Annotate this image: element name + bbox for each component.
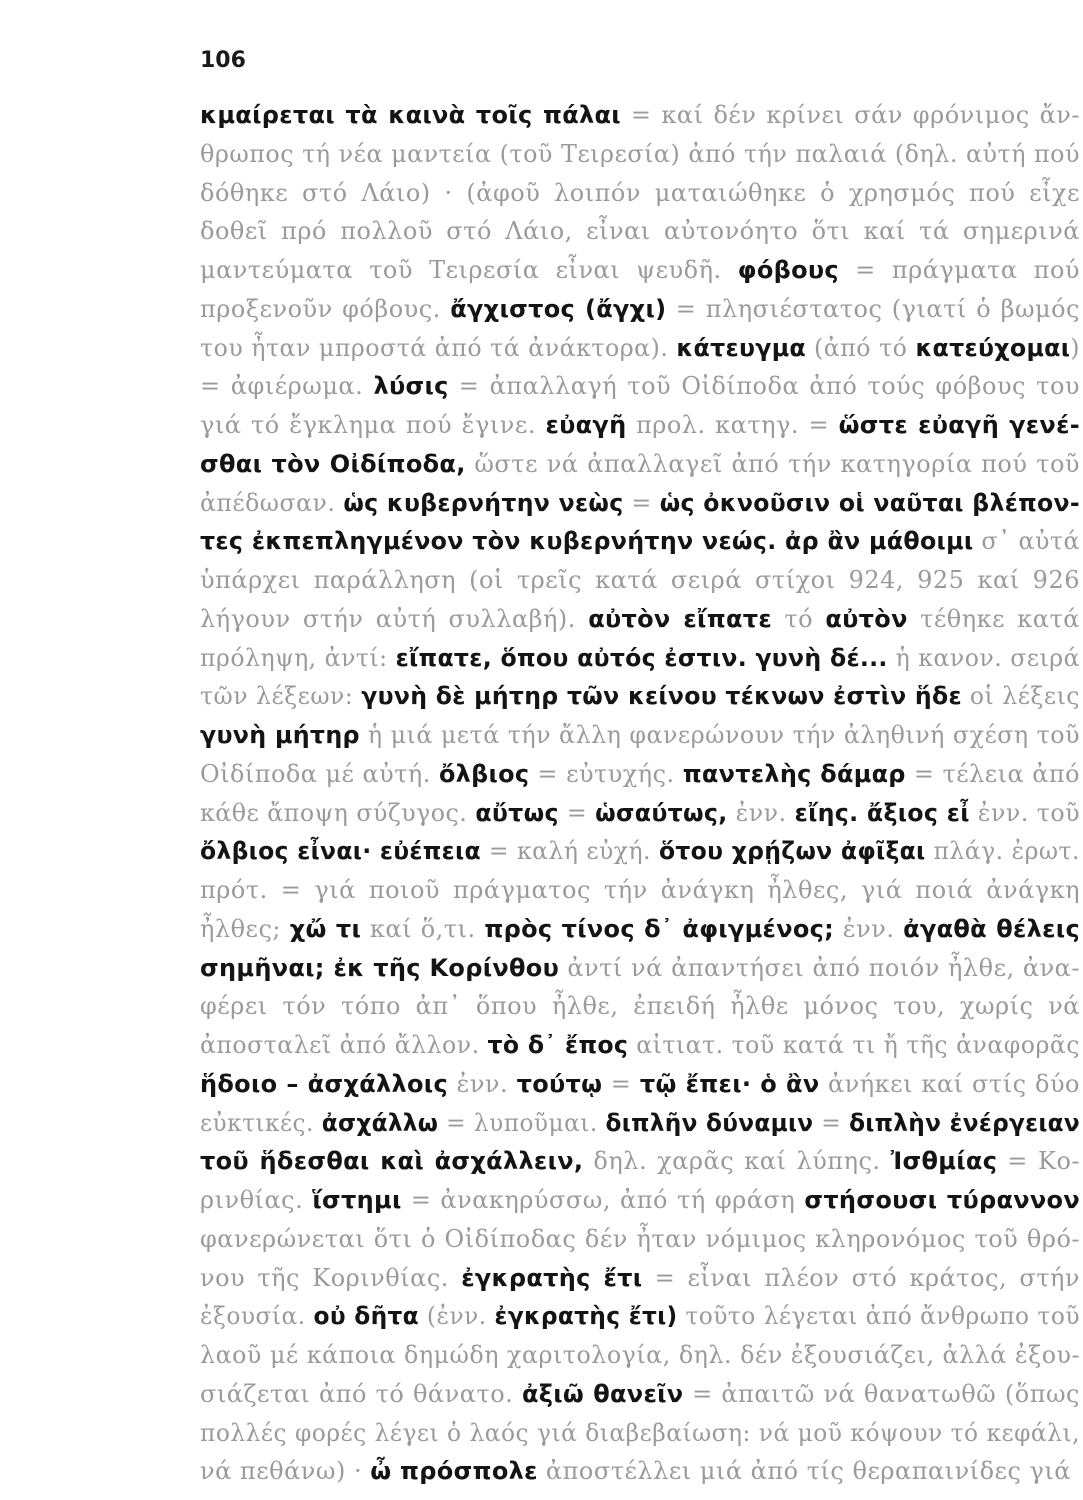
text-line [200,1220,1080,1259]
lemma-term: σθαι τὸν Οἰδίποδα, [200,449,466,478]
page-number: 106 [200,48,246,73]
text-line [200,445,1080,484]
lemma-term: ἀξιῶ θανεῖν [521,1379,684,1408]
text-line [200,135,1080,174]
gloss-text: αἰτιατ. τοῦ κατά τι ἤ τῆς ἀναφορᾶς [628,1031,1080,1059]
lemma-term: ὄλβιος [438,759,530,788]
lemma-term: διπλὴν ἐνέργειαν [849,1108,1080,1137]
lemma-term: τῷ ἔπει· ὁ ἂν [639,1069,820,1098]
lemma-term: αὐτὸν εἴπατε [588,604,773,633]
lemma-term: ὡς κυβερνήτην νεὼς [343,488,624,517]
gloss-text: ἐνν. [727,798,795,827]
gloss-text: σ᾽ αὐτά [973,527,1080,556]
text-line [200,561,1080,600]
gloss-text: = [813,1108,850,1137]
lemma-term: παντελὴς δάμαρ [682,759,906,788]
lemma-term: εἴπατε, ὅπου αὐτός ἐστιν. γυνὴ δέ... [395,643,888,672]
text-line [200,1104,1080,1143]
gloss-text: ἐνν. τοῦ [969,798,1080,827]
lemma-term: στήσουσι τύραννον [804,1186,1080,1214]
gloss-text: = καλή εὐχή. [480,837,659,866]
gloss-text: = καί δέν κρίνει σάν φρόνιμος ἄν- [620,101,1080,129]
text-line [200,1259,1080,1298]
gloss-text: δόθηκε στό Λάιο) · (ἀφοῦ λοιπόν ματαιώθηκε ὁ χρησμός πού εἶχε [200,178,1080,207]
gloss-text: ἀντί νά ἀπαντήσει ἀπό ποιόν ἦλθε, ἀνα- [559,953,1080,982]
gloss-text: = ἀνακηρύσσω, ἀπό τή φράση [401,1186,805,1214]
gloss-text: Οἰδίποδα μέ αὐτή. [200,759,439,788]
gloss-text: ἐξουσία. [200,1302,314,1331]
gloss-text: προλ. κατηγ. = [626,411,839,439]
lemma-term: αὔτως [475,798,559,827]
gloss-text: ὑπάρχει παράλληση (οἱ τρεῖς κατά σειρά στίχοι 924, 925 καί 926 [200,566,1080,594]
lemma-term: κμαίρεται τὰ καινὰ τοῖς πάλαι [200,101,621,129]
text-line [200,290,1080,329]
text-line [200,1181,1080,1220]
text-line [200,1142,1080,1181]
lemma-term: ὄλβιος εἶναι· εὐέπεια [200,837,481,866]
gloss-text: = [623,488,660,517]
gloss-text: ἀνήκει καί στίς δύο [819,1069,1080,1098]
lemma-term: τοῦ ἥδεσθαι καὶ ἀσχάλλειν, [200,1147,584,1176]
lemma-term: τες ἐκπεπληγμένον τὸν κυβερνήτην νεώς. ἀρ ἂν μάθοιμι [200,527,974,556]
text-line [200,329,1080,368]
gloss-text: τέθηκε κατά [907,604,1080,633]
lemma-term: διπλῆν δύναμιν [605,1108,814,1137]
lemma-term: οὐ δῆτα [313,1302,419,1331]
gloss-text: = ἀπαλλαγή τοῦ Οἰδίποδα ἀπό τούς φόβους του [448,372,1080,401]
gloss-text: ἐνν. [447,1069,517,1098]
lemma-term: λύσις [373,372,449,401]
gloss-text: (ἐνν. [418,1302,495,1331]
text-line [200,522,1080,561]
gloss-text: ) [1070,333,1080,362]
gloss-text: = εὐτυχής. [529,759,683,788]
text-line [200,1336,1080,1375]
lemma-term: ἐγκρατὴς ἔτι [461,1263,643,1292]
gloss-text: ἀπέδωσαν. [200,488,344,517]
gloss-text: ἀποστέλλει μιά ἀπό τίς θεραπαινίδες γιά [537,1457,1071,1486]
text-line [200,677,1080,716]
gloss-text: κάθε ἄποψη σύζυγος. [200,798,476,827]
gloss-text: εὐκτικές. [200,1108,322,1137]
lemma-term: χὤ τι [289,914,362,943]
lemma-term: τὸ δ᾽ ἔπος [487,1031,629,1059]
text-line [200,755,1080,794]
gloss-text: = ἀπαιτῶ νά θανατωθῶ (ὅπως [683,1379,1080,1408]
gloss-text: φανερώνεται ὅτι ὁ Οἰδίποδας δέν ἦταν νόμιμος κληρονόμος τοῦ θρό- [200,1224,1080,1253]
gloss-text: γιά τό ἔγκλημα πού ἔγινε. [200,411,546,439]
gloss-text: λαοῦ μέ κάποια δημώδη χαριτολογία, δηλ. δέν ἐξουσιάζει, ἀλλά ἐξου- [200,1341,1080,1369]
gloss-text: προξενοῦν φόβους. [200,294,451,323]
text-line [200,251,1080,290]
text-line [200,367,1080,406]
gloss-text: = τέλεια ἀπό [905,759,1080,788]
gloss-text: καί ὅ,τι. [361,914,485,943]
lemma-term: ἥδοιο – ἀσχάλλοις [200,1069,448,1098]
text-line [200,949,1080,988]
lemma-term: ὡσαύτως, [595,798,728,827]
lemma-term: ἄγχιστος (ἄγχι) [450,294,667,323]
gloss-text: μαντεύματα τοῦ Τειρεσία εἶναι ψευδῆ. [200,256,738,284]
gloss-text: φέρει τόν τόπο ἀπ᾽ ὅπου ἦλθε, ἐπειδή ἦλθε μόνος του, χωρίς νά [200,992,1080,1021]
gloss-text: = [602,1069,640,1098]
gloss-text: νά πεθάνω) · [200,1457,371,1486]
gloss-text: ἡ κανον. σειρά [887,643,1080,672]
lemma-term: φόβους [737,256,839,284]
gloss-text: ἐνν. [834,914,904,943]
gloss-text: του ἦταν μπροστά ἀπό τά ἀνάκτορα). [200,333,677,362]
text-line [200,910,1080,949]
lemma-term: ἀσχάλλω [321,1108,439,1137]
gloss-text: δοθεῖ πρό πολλοῦ στό Λάιο, εἶναι αὐτονόητο ὅτι καί τά σημερινά [200,217,1080,246]
text-line [200,600,1080,639]
gloss-text: πολλές φορές λέγει ὁ λαός γιά διαβεβαίωση: νά μοῦ κόψουν τό κεφάλι, [200,1418,1080,1447]
lemma-term: ἐγκρατὴς ἔτι) [494,1302,678,1331]
text-line [200,406,1080,445]
text-line [200,212,1080,251]
gloss-text: = ἀφιέρωμα. [200,372,374,401]
gloss-text: τοῦτο λέγεται ἀπό ἄνθρωπο τοῦ [677,1302,1080,1331]
lemma-term: γυνὴ δὲ μήτηρ τῶν κείνου τέκνων ἐστὶν ἥδε [361,682,962,711]
gloss-text: ὥστε νά ἀπαλλαγεῖ ἀπό τήν κατηγορία πού τοῦ [465,449,1080,478]
gloss-text: πλάγ. ἐρωτ. [925,837,1080,866]
gloss-text: = πλησιέστατος (γιατί ὁ βωμός [666,294,1080,323]
text-line [200,1414,1080,1453]
text-line [200,1026,1080,1065]
commentary-text [200,96,1080,1491]
gloss-text: = Κο- [997,1147,1080,1176]
gloss-text: τῶν λέξεων: [200,682,362,711]
gloss-text: τό [772,604,826,633]
lemma-term: ὅτου χρῄζων ἀφῖξαι [658,837,926,866]
lemma-term: γυνὴ μήτηρ [200,721,360,749]
lemma-term: Ἰσθμίας [890,1147,998,1176]
lemma-term: ὡς ὀκνοῦσιν οἱ ναῦται βλέπον- [659,488,1080,517]
lemma-term: εὐαγῆ [545,411,627,439]
lemma-term: ὦ πρόσπολε [370,1457,538,1486]
text-line [200,1065,1080,1104]
gloss-text: πρόληψη, ἀντί: [200,643,396,672]
text-line [200,794,1080,833]
lemma-term: αὐτὸν [825,604,908,633]
gloss-text: νου τῆς Κορινθίας. [200,1263,462,1292]
text-line [200,96,1080,135]
text-line [200,639,1080,678]
lemma-term: ὥστε εὐαγῆ γενέ- [838,411,1080,439]
lemma-term: ἵστημι [312,1186,402,1214]
gloss-text: λήγουν στήν αὐτή συλλαβή). [200,604,589,633]
lemma-term: εἴης. ἄξιος εἶ [794,798,970,827]
text-line [200,1297,1080,1336]
lemma-term: τούτῳ [516,1069,603,1098]
lemma-term: κάτευγμα [676,333,807,362]
text-line [200,484,1080,523]
lemma-term: πρὸς τίνος δ᾽ ἀφιγμένος; [484,914,835,943]
gloss-text: θρωπος τή νέα μαντεία (τοῦ Τειρεσία) ἀπό τήν παλαιά (δηλ. αὐτή πού [200,139,1080,168]
gloss-text: ἡ μιά μετά τήν ἄλλη φανερώνουν τήν ἀληθινή σχέση τοῦ [359,721,1080,749]
text-line [200,987,1080,1026]
gloss-text: ἦλθες; [200,914,290,943]
lemma-term: ἀγαθὰ θέλεις [903,914,1080,943]
text-line [200,1375,1080,1414]
gloss-text: = εἶναι πλέον στό κράτος, στήν [642,1263,1080,1292]
gloss-text: οἱ λέξεις [961,682,1080,711]
gloss-text: = [558,798,596,827]
text-line [200,1452,1080,1491]
text-line [200,871,1080,910]
gloss-text: ρινθίας. [200,1186,313,1214]
gloss-text: πρότ. = γιά ποιοῦ πράγματος τήν ἀνάγκη ἦλθες, γιά ποιά ἀνάγκη [200,876,1080,904]
text-line [200,716,1080,755]
lemma-term: κατεύχομαι [915,333,1071,362]
text-line [200,174,1080,213]
gloss-text: (ἀπό τό [806,333,916,362]
lemma-term: σημῆναι; ἐκ τῆς Κορίνθου [200,953,560,982]
gloss-text: ἀποσταλεῖ ἀπό ἄλλον. [200,1031,488,1059]
gloss-text: = λυποῦμαι. [438,1108,606,1137]
gloss-text: δηλ. χαρᾶς καί λύπης. [583,1147,891,1176]
gloss-text: σιάζεται ἀπό τό θάνατο. [200,1379,522,1408]
gloss-text: = πράγματα πού [838,256,1080,284]
text-line [200,832,1080,871]
